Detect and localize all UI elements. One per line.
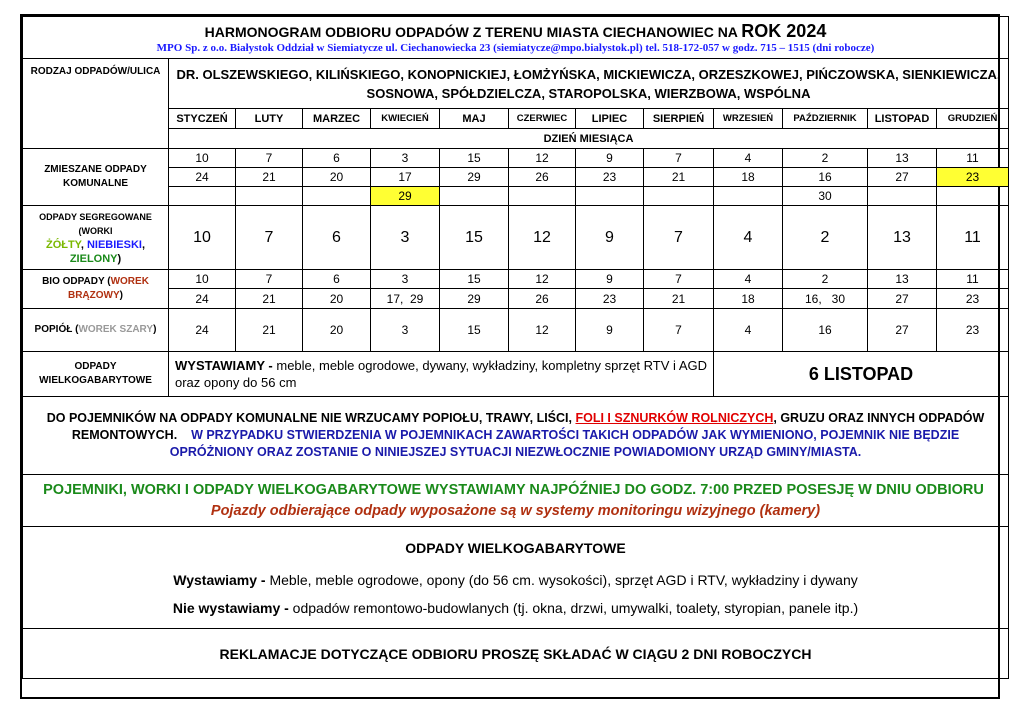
date-cell — [937, 187, 1009, 206]
yellow-bag-label: ŻÓŁTY — [45, 238, 81, 251]
ash-bag-color: WOREK SZARY — [78, 324, 154, 335]
month-header: MAJ — [440, 109, 509, 129]
bulky-info-title: ODPADY WIELKOGABARYTOWE — [405, 539, 626, 556]
deadline-text: POJEMNIKI, WORKI I ODPADY WIELKOGABARYTOWE WYSTAWIAMY NAJPÓŹNIEJ DO GODZ. 7:00 PRZED POSESJĘ W DNIU ODBIORU — [43, 481, 984, 498]
bulky-info-cell — [23, 527, 1009, 629]
date-cell: 12 — [509, 149, 576, 168]
date-cell: 11 — [937, 149, 1009, 168]
bio-row-1 — [23, 270, 1009, 289]
date-cell: 7 — [644, 270, 714, 289]
segregated-row — [23, 206, 1009, 270]
bulky-date: 6 LISTOPAD — [714, 352, 1009, 397]
date-cell: 17, 29 — [371, 289, 440, 309]
blue-bag-label: NIEBIESKI — [86, 238, 142, 251]
date-cell: 3 — [371, 149, 440, 168]
date-cell: 3 — [371, 309, 440, 352]
title-year: ROK 2024 — [741, 21, 827, 41]
date-cell: 15 — [440, 206, 509, 270]
date-cell: 6 — [303, 270, 371, 289]
date-cell: 23 — [576, 289, 644, 309]
month-header: CZERWIEC — [509, 109, 576, 129]
mixed-row-3 — [23, 187, 1009, 206]
date-cell: 27 — [868, 289, 937, 309]
not-allowed-lead: Nie wystawiamy - — [172, 599, 289, 616]
date-cell: 16, 30 — [783, 289, 868, 309]
month-header: PAŹDZIERNIK — [783, 109, 868, 129]
allowed-text: Meble, meble ogrodowe, opony (do 56 cm. wysokości), sprzęt AGD i RTV, wykładziny i dywany — [265, 571, 858, 588]
day-of-month-label: DZIEŃ MIESIĄCA — [169, 129, 1009, 149]
bulky-items: meble, meble ogrodowe, dywany, wykładziny, kompletny sprzęt RTV i AGD oraz opony do 56 cm — [175, 358, 707, 390]
date-cell: 24 — [169, 309, 236, 352]
separator: , — [141, 238, 146, 251]
date-cell: 23 — [937, 289, 1009, 309]
bulky-allowed — [23, 572, 1008, 588]
contact-line: MPO Sp. z o.o. Białystok Oddział w Siemiatycze ul. Ciechanowiecka 23 (siemiatycze@mpo.bialystok.pl) tel. 518-172-057 w godz. 715 – 1515 (dni robocze) — [156, 42, 875, 54]
mixed-row-2 — [23, 168, 1009, 187]
date-cell: 4 — [714, 206, 783, 270]
date-cell: 2 — [783, 206, 868, 270]
monitoring-note: Pojazdy odbierające odpady wyposażone są w systemy monitoringu wizyjnego (kamery) — [210, 502, 821, 519]
date-cell: 15 — [440, 149, 509, 168]
date-cell: 9 — [576, 206, 644, 270]
date-cell: 21 — [644, 168, 714, 187]
separator: , — [80, 238, 87, 251]
date-cell-highlighted: 23 — [937, 168, 1009, 187]
date-cell: 7 — [644, 149, 714, 168]
date-cell: 18 — [714, 289, 783, 309]
month-header: LUTY — [236, 109, 303, 129]
notice-cell — [23, 397, 1009, 475]
separator: ) — [153, 324, 157, 335]
notice-text: DO POJEMNIKÓW NA ODPADY KOMUNALNE NIE WRZUCAMY POPIOŁU, TRAWY, LIŚCI, — [46, 411, 576, 425]
date-cell: 7 — [644, 206, 714, 270]
date-cell: 2 — [783, 149, 868, 168]
date-cell — [169, 187, 236, 206]
date-cell — [644, 187, 714, 206]
page-title — [23, 21, 1008, 42]
date-cell: 20 — [303, 289, 371, 309]
date-cell: 29 — [440, 289, 509, 309]
segregated-label — [23, 206, 169, 270]
complaint-row — [23, 629, 1009, 679]
bulky-description — [169, 352, 714, 397]
date-cell: 13 — [868, 206, 937, 270]
ash-row — [23, 309, 1009, 352]
date-cell: 12 — [509, 206, 576, 270]
bio-bag-color: WOREK BRĄZOWY — [67, 276, 149, 301]
month-header: GRUDZIEŃ — [937, 109, 1009, 129]
date-cell: 10 — [169, 149, 236, 168]
bulky-label: ODPADY WIELKOGABARYTOWE — [23, 352, 169, 397]
date-cell: 26 — [509, 289, 576, 309]
schedule-table — [22, 16, 1009, 679]
segregated-title: ODPADY SEGREGOWANE — [39, 211, 152, 222]
date-cell: 23 — [937, 309, 1009, 352]
date-cell: 6 — [303, 149, 371, 168]
separator: ) — [119, 290, 123, 301]
month-header: SIERPIEŃ — [644, 109, 714, 129]
date-cell: 13 — [868, 149, 937, 168]
date-cell: 3 — [371, 270, 440, 289]
month-header: KWIECIEŃ — [371, 109, 440, 129]
bio-row-2 — [23, 289, 1009, 309]
ash-label — [23, 309, 169, 352]
day-label-row — [23, 129, 1009, 149]
date-cell — [868, 187, 937, 206]
date-cell: 12 — [509, 270, 576, 289]
date-cell: 11 — [937, 206, 1009, 270]
date-cell: 6 — [303, 206, 371, 270]
date-cell — [236, 187, 303, 206]
date-cell: 9 — [576, 270, 644, 289]
date-cell: 20 — [303, 168, 371, 187]
allowed-lead: Wystawiamy - — [173, 571, 266, 588]
date-cell: 7 — [644, 309, 714, 352]
date-cell: 17 — [371, 168, 440, 187]
date-cell: 24 — [169, 168, 236, 187]
date-cell: 21 — [236, 309, 303, 352]
header-cell — [23, 17, 1009, 59]
type-street-header: RODZAJ ODPADÓW/ULICA — [23, 59, 169, 149]
notice-red-text: FOLI I SZNURKÓW ROLNICZYCH — [575, 411, 774, 425]
date-cell: 21 — [236, 289, 303, 309]
segregated-bags-open: (WORKI — [78, 225, 113, 236]
date-cell: 7 — [236, 270, 303, 289]
date-cell: 2 — [783, 270, 868, 289]
month-header: LIPIEC — [576, 109, 644, 129]
notice-text: , GRUZU ORAZ INNYCH ODPADÓW REMONTOWYCH. — [71, 411, 985, 442]
date-cell: 7 — [236, 206, 303, 270]
date-cell: 4 — [714, 149, 783, 168]
date-cell: 27 — [868, 309, 937, 352]
date-cell: 10 — [169, 206, 236, 270]
notice-row — [23, 397, 1009, 475]
date-cell: 16 — [783, 309, 868, 352]
date-cell: 20 — [303, 309, 371, 352]
months-row — [23, 109, 1009, 129]
complaint-text: REKLAMACJE DOTYCZĄCE ODBIORU PROSZĘ SKŁADAĆ W CIĄGU 2 DNI ROBOCZYCH — [23, 629, 1009, 679]
deadline-cell — [23, 475, 1009, 527]
schedule-sheet — [20, 14, 1000, 699]
date-cell-highlighted: 29 — [371, 187, 440, 206]
date-cell: 29 — [440, 168, 509, 187]
bio-label — [23, 270, 169, 309]
date-cell: 21 — [236, 168, 303, 187]
bio-label-main: BIO ODPADY ( — [42, 276, 111, 287]
header-row — [23, 17, 1009, 59]
ash-label-main: POPIÓŁ ( — [34, 324, 79, 335]
date-cell — [714, 187, 783, 206]
date-cell: 15 — [440, 270, 509, 289]
date-cell: 10 — [169, 270, 236, 289]
green-bag-label: ZIELONY — [69, 252, 118, 265]
not-allowed-text: odpadów remontowo-budowlanych (tj. okna, drzwi, umywalki, toalety, styropian, panele itp.) — [288, 599, 859, 616]
month-header: STYCZEŃ — [169, 109, 236, 129]
title-text: HARMONOGRAM ODBIORU ODPADÓW Z TERENU MIASTA CIECHANOWIEC NA — [204, 24, 738, 40]
date-cell: 16 — [783, 168, 868, 187]
bulky-info-row — [23, 527, 1009, 629]
month-header: WRZESIEŃ — [714, 109, 783, 129]
month-header: MARZEC — [303, 109, 371, 129]
notice-warning: W PRZYPADKU STWIERDZENIA W POJEMNIKACH ZAWARTOŚCI TAKICH ODPADÓW JAK WYMIENIONO, POJEMNIK NIE BĘDZIE OPRÓŻNIONY ORAZ ZOSTANIE O NINIEJSZEJ SYTUACJI NIEZWŁOCZNIE POWIADOMIONY URZĄD GMINY/MIASTA. — [169, 428, 960, 459]
date-cell: 11 — [937, 270, 1009, 289]
mixed-row-1 — [23, 149, 1009, 168]
bulky-row — [23, 352, 1009, 397]
date-cell: 27 — [868, 168, 937, 187]
separator: ) — [117, 252, 122, 265]
date-cell: 9 — [576, 149, 644, 168]
date-cell — [440, 187, 509, 206]
date-cell — [509, 187, 576, 206]
date-cell: 9 — [576, 309, 644, 352]
mixed-waste-label: ZMIESZANE ODPADY KOMUNALNE — [23, 149, 169, 206]
date-cell: 4 — [714, 270, 783, 289]
date-cell: 12 — [509, 309, 576, 352]
date-cell — [576, 187, 644, 206]
bulky-not-allowed — [23, 600, 1008, 616]
date-cell: 26 — [509, 168, 576, 187]
deadline-row — [23, 475, 1009, 527]
date-cell: 4 — [714, 309, 783, 352]
date-cell: 3 — [371, 206, 440, 270]
date-cell: 13 — [868, 270, 937, 289]
street-list: DR. OLSZEWSKIEGO, KILIŃSKIEGO, KONOPNICKIEJ, ŁOMŻYŃSKA, MICKIEWICZA, ORZESZKOWEJ, PIŃCZOWSKA, SIENKIEWICZA, SOSNOWA, SPÓŁDZIELCZA, STAROPOLSKA, WIERZBOWA, WSPÓLNA — [169, 59, 1009, 109]
date-cell: 18 — [714, 168, 783, 187]
date-cell: 21 — [644, 289, 714, 309]
date-cell: 15 — [440, 309, 509, 352]
month-header: LISTOPAD — [868, 109, 937, 129]
date-cell — [303, 187, 371, 206]
streets-row — [23, 59, 1009, 109]
date-cell: 7 — [236, 149, 303, 168]
bulky-lead: WYSTAWIAMY - — [175, 358, 273, 373]
date-cell: 23 — [576, 168, 644, 187]
date-cell: 24 — [169, 289, 236, 309]
date-cell: 30 — [783, 187, 868, 206]
